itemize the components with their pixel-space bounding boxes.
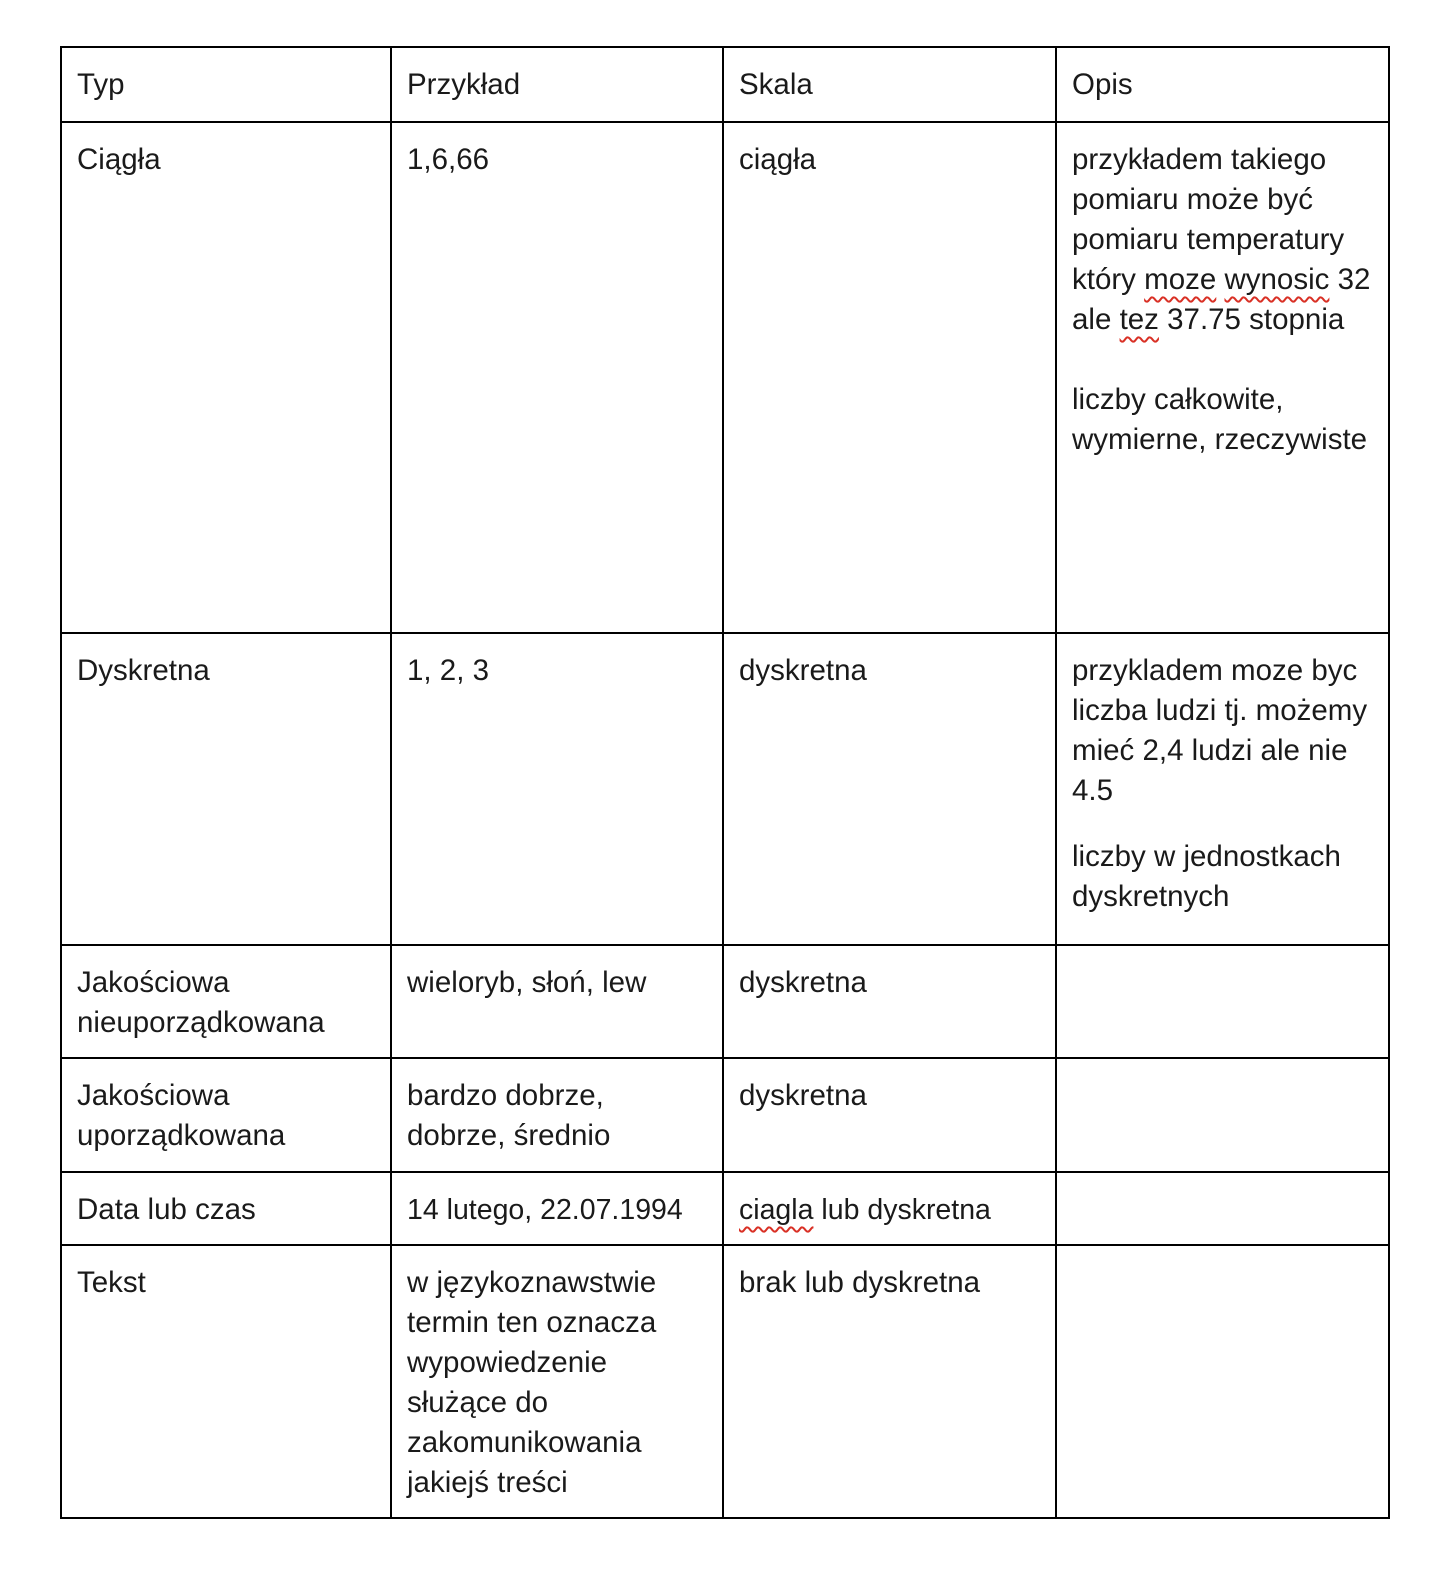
opis-text: 32 ale <box>1072 263 1379 336</box>
table-header-row <box>61 47 1389 122</box>
header-cell-typ[interactable]: Typ <box>61 47 391 122</box>
cell-przyklad[interactable]: w językoznawstwie termin ten oznacza wypowiedzenie służące do zakomunikowania jakiejś treści <box>391 1245 723 1518</box>
paragraph-spacer <box>1072 340 1382 380</box>
cell-przyklad[interactable]: 14 lutego, 22.07.1994 <box>391 1172 723 1245</box>
cell-skala[interactable]: brak lub dyskretna <box>723 1245 1056 1518</box>
misspelled-word: tez <box>1119 303 1159 336</box>
table-row <box>61 1245 1389 1518</box>
cell-opis[interactable] <box>1056 1245 1389 1518</box>
cell-przyklad[interactable]: wieloryb, słoń, lew <box>391 945 723 1058</box>
skala-text: lub dyskretna <box>813 1194 991 1226</box>
cell-opis[interactable] <box>1056 633 1389 945</box>
opis-text: przykładem takiego pomiaru może być pomiaru temperatury który <box>1072 143 1353 296</box>
table-row <box>61 633 1389 945</box>
cell-typ[interactable]: Tekst <box>61 1245 391 1518</box>
cell-przyklad[interactable]: bardzo dobrze, dobrze, średnio <box>391 1058 723 1172</box>
opis-text: przykladem moze byc liczba ludzi tj. możemy mieć 2,4 ludzi ale nie 4.5 <box>1072 654 1376 807</box>
opis-text: 37.75 stopnia <box>1158 303 1345 336</box>
misspelled-word: ciagla <box>739 1194 814 1226</box>
cell-skala[interactable]: dyskretna <box>723 945 1056 1058</box>
table-row <box>61 122 1389 633</box>
cell-skala[interactable]: ciągła <box>723 122 1056 633</box>
cell-skala[interactable] <box>723 1172 1056 1245</box>
data-types-table <box>60 46 1390 1519</box>
header-cell-opis[interactable]: Opis <box>1056 47 1389 122</box>
header-cell-skala[interactable]: Skala <box>723 47 1056 122</box>
cell-opis[interactable] <box>1056 1058 1389 1172</box>
cell-opis[interactable] <box>1056 945 1389 1058</box>
cell-opis[interactable] <box>1056 122 1389 633</box>
cell-typ[interactable]: Jakościowa uporządkowana <box>61 1058 391 1172</box>
paragraph-spacer <box>1072 811 1382 837</box>
cell-typ[interactable]: Dyskretna <box>61 633 391 945</box>
opis-text: liczby w jednostkach dyskretnych <box>1072 840 1350 913</box>
cell-typ[interactable]: Jakościowa nieuporządkowana <box>61 945 391 1058</box>
cell-typ[interactable]: Data lub czas <box>61 1172 391 1245</box>
table-row <box>61 1058 1389 1172</box>
table-row <box>61 1172 1389 1245</box>
misspelled-word: moze <box>1144 263 1217 296</box>
table-row <box>61 945 1389 1058</box>
cell-skala[interactable]: dyskretna <box>723 1058 1056 1172</box>
cell-opis[interactable] <box>1056 1172 1389 1245</box>
cell-typ[interactable]: Ciągła <box>61 122 391 633</box>
cell-przyklad[interactable]: 1, 2, 3 <box>391 633 723 945</box>
header-cell-przyklad[interactable]: Przykład <box>391 47 723 122</box>
misspelled-word: wynosic <box>1224 263 1330 296</box>
opis-text: liczby całkowite, wymierne, rzeczywiste <box>1072 383 1368 456</box>
cell-skala[interactable]: dyskretna <box>723 633 1056 945</box>
cell-przyklad[interactable]: 1,6,66 <box>391 122 723 633</box>
